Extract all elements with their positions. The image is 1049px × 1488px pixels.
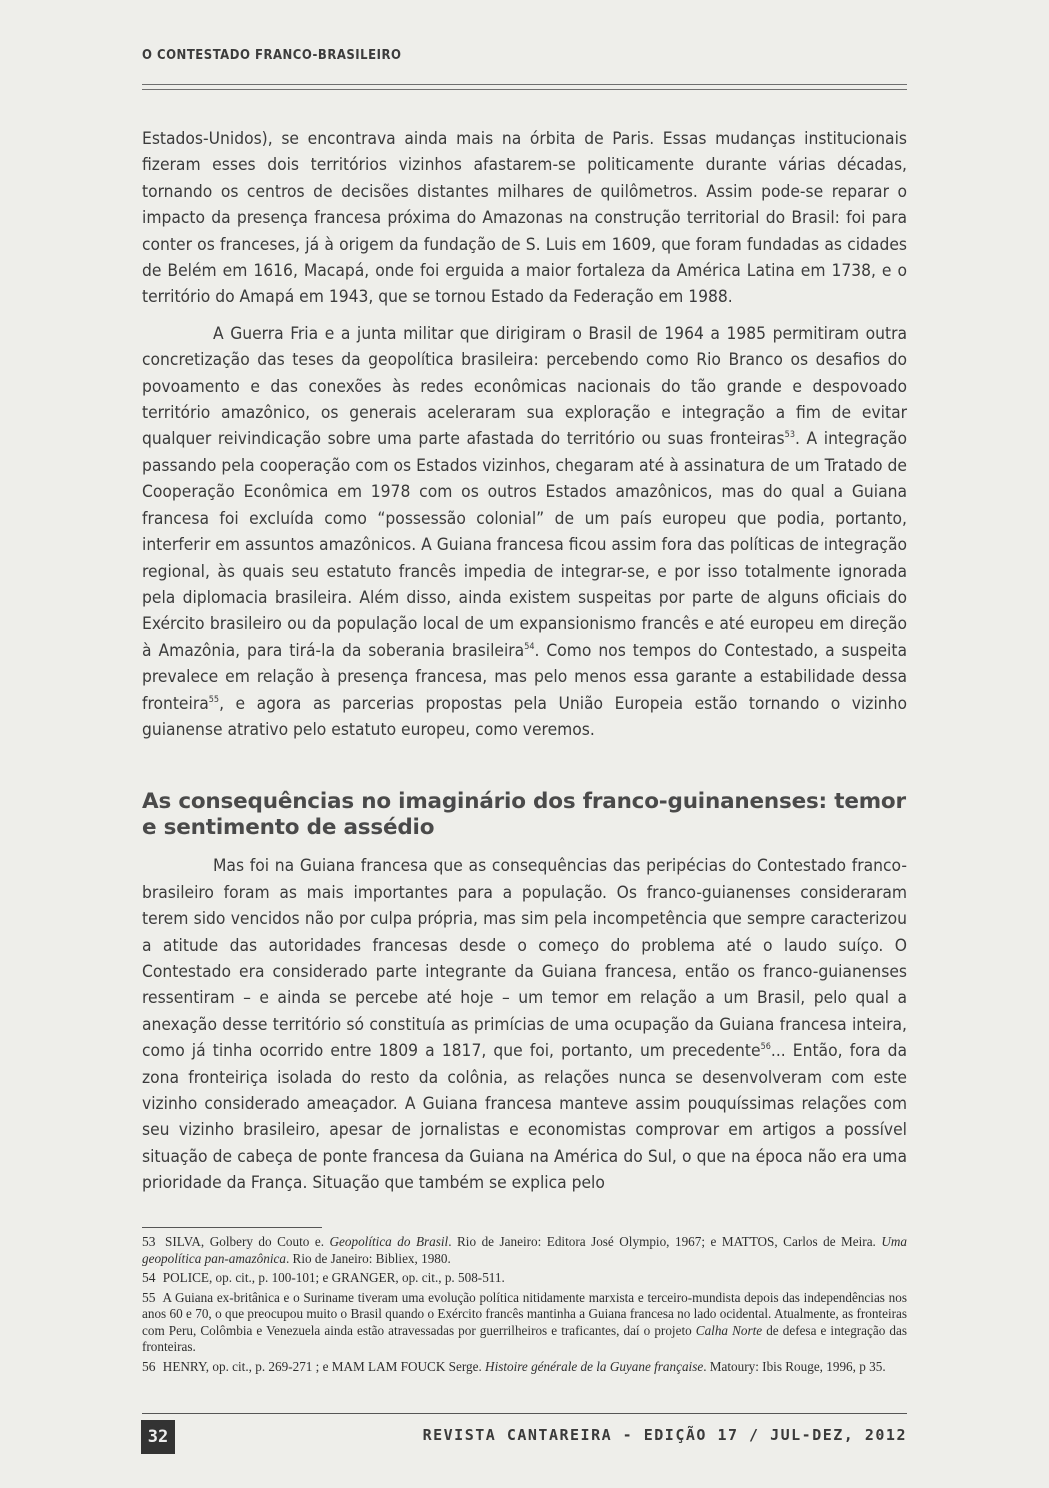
footnote-separator — [142, 1227, 322, 1228]
footnote-ref-56[interactable]: 56 — [760, 1042, 771, 1053]
footnotes — [142, 1234, 907, 1378]
footnote-ref-54[interactable]: 54 — [524, 641, 535, 652]
article-body — [142, 126, 907, 1207]
header-double-rule — [142, 84, 907, 90]
footnote-ref-55[interactable]: 55 — [208, 694, 220, 705]
paragraph-3-text-a: Mas foi na Guiana francesa que as consequências das peripécias do Contestado franco-brasileiro foram as mais importantes para a população. Os franco-guianenses consideraram terem sido vencidos não por culpa própria, mas sim pela incompetência que sempre caracterizou a atitude das autoridades francesas desde o começo do problema até o laudo suíço. O Contestado era considerado parte integrante da Guiana francesa, então os franco-guianenses ressentiram – e ainda se percebe até hoje – um temor em relação a um Brasil, pelo qual a anexação desse território só constituía as primícias de uma ocupação da Guiana francesa inteira, como já tinha ocorrido entre 1809 a 1817, que foi, portanto, um precedente — [142, 856, 907, 1062]
paragraph-2 — [142, 321, 907, 744]
paragraph-2-text-a: A Guerra Fria e a junta militar que dirigiram o Brasil de 1964 a 1985 permitiram outra concretização das teses da geopolítica brasileira: percebendo como Rio Branco os desafios do povoamento e das conexões às redes econômicas nacionais do tão grande e despovoado território amazônico, os generais aceleraram sua exploração e integração a fim de evitar qualquer reivindicação sobre uma parte afastada do território ou suas fronteiras — [142, 323, 907, 450]
footnote-title: Histoire générale de la Guyane française — [485, 1358, 704, 1374]
footnote-54 — [142, 1270, 907, 1287]
footnote-number: 53 — [142, 1234, 156, 1249]
footnote-text: . Matoury: Ibis Rouge, 1996, p 35. — [703, 1358, 886, 1374]
footnote-number: 56 — [142, 1358, 156, 1374]
journal-citation: REVISTA CANTAREIRA - EDIÇÃO 17 / JUL-DEZ, 2012 — [422, 1426, 907, 1444]
footnote-number: 55 — [142, 1289, 156, 1305]
page-number: 32 — [141, 1420, 175, 1454]
paragraph-2-text-b: . A integração passando pela cooperação com os Estados vizinhos, chegaram até à assinatura de um Tratado de Cooperação Econômica em 1978 com os outros Estados amazônicos, mas do qual a Guiana francesa foi excluída como “possessão colonial” de um país europeu que podia, portanto, interferir em assuntos amazônicos. A Guiana francesa ficou assim fora das políticas de integração regional, às quais seu estatuto francês impedia de integrar-se, e por isso totalmente ignorada pela diplomacia brasileira. Além disso, ainda existem suspeitas por parte de alguns oficiais do Exército brasileiro ou da população local de um expansionismo francês e até europeu em direção à Amazônia, para tirá-la da soberania brasileira — [142, 429, 907, 661]
paragraph-3 — [142, 853, 907, 1196]
footnote-text: . Rio de Janeiro: Editora José Olympio, 1967; e MATTOS, Carlos de Meira. — [448, 1234, 882, 1249]
running-title: O CONTESTADO FRANCO-BRASILEIRO — [142, 48, 402, 63]
footnote-text: HENRY, op. cit., p. 269-271 ; e MAM LAM FOUCK Serge. — [162, 1358, 486, 1374]
footnote-text: de defesa e integração das fronteiras. — [142, 1322, 907, 1354]
footnote-text: . Rio de Janeiro: Bibliex, 1980. — [285, 1250, 451, 1266]
paragraph-2-text-d: , e agora as parcerias propostas pela União Europeia estão tornando o vizinho guianense atrativo pelo estatuto europeu, como veremos. — [142, 693, 907, 740]
footnote-53 — [142, 1234, 907, 1267]
footer-rule — [142, 1413, 907, 1414]
footnote-text: A Guiana ex-britânica e o Suriname tiveram uma evolução política nitidamente marxista e terceiro-mundista depois das independências nos anos 60 e 70, o que preocupou muito o Brasil quando o Exército francês mantinha a Guiana francesa no lado ocidental. Atualmente, as fronteiras com Peru, Colômbia e Venezuela ainda estão atravessadas por guerrilheiros e traficantes, daí o projeto — [142, 1289, 907, 1338]
paragraph-3-text-b: ... Então, fora da zona fronteiriça isolada do resto da colônia, as relações nunca se desenvolveram com este vizinho considerado ameaçador. A Guiana francesa manteve assim pouquíssimas relações com seu vizinho brasileiro, apesar de jornalistas e economistas comprovar em artigos a possível situação de cabeça de ponte francesa da Guiana na América do Sul, o que na época não era uma prioridade da França. Situação que também se explica pelo — [142, 1041, 908, 1194]
footnote-text: SILVA, Golbery do Couto e. — [165, 1234, 330, 1249]
footnote-title: Calha Norte — [695, 1322, 763, 1338]
footnote-56 — [142, 1359, 907, 1376]
footnote-text: POLICE, op. cit., p. 100-101; e GRANGER, op. cit., p. 508-511. — [162, 1270, 505, 1285]
footnote-55 — [142, 1290, 907, 1356]
footnote-number: 54 — [142, 1270, 156, 1285]
footnote-title: Geopolítica do Brasil — [329, 1234, 449, 1249]
paragraph-1: Estados-Unidos), se encontrava ainda mais na órbita de Paris. Essas mudanças institucionais fizeram esses dois territórios vizinhos afastarem-se politicamente durante várias décadas, tornando os centros de decisões distantes milhares de quilômetros. Assim pode-se reparar o impacto da presença francesa próxima do Amazonas na construção territorial do Brasil: foi para conter os franceses, já à origem da fundação de S. Luis em 1609, que foram fundadas as cidades de Belém em 1616, Macapá, onde foi erguida a maior fortaleza da América Latina em 1738, e o território do Amapá em 1943, que se tornou Estado da Federação em 1988. — [142, 129, 907, 308]
footnote-title: Uma geopolítica pan-amazônica — [142, 1234, 907, 1266]
paragraph-2-text-c: . Como nos tempos do Contestado, a suspeita prevalece em relação à presença francesa, mas pelo menos essa garante a estabilidade dessa fronteira — [142, 640, 907, 714]
footnote-ref-53[interactable]: 53 — [784, 430, 795, 441]
section-heading: As consequências no imaginário dos franco-guinanenses: temor e sentimento de assédio — [142, 789, 906, 841]
